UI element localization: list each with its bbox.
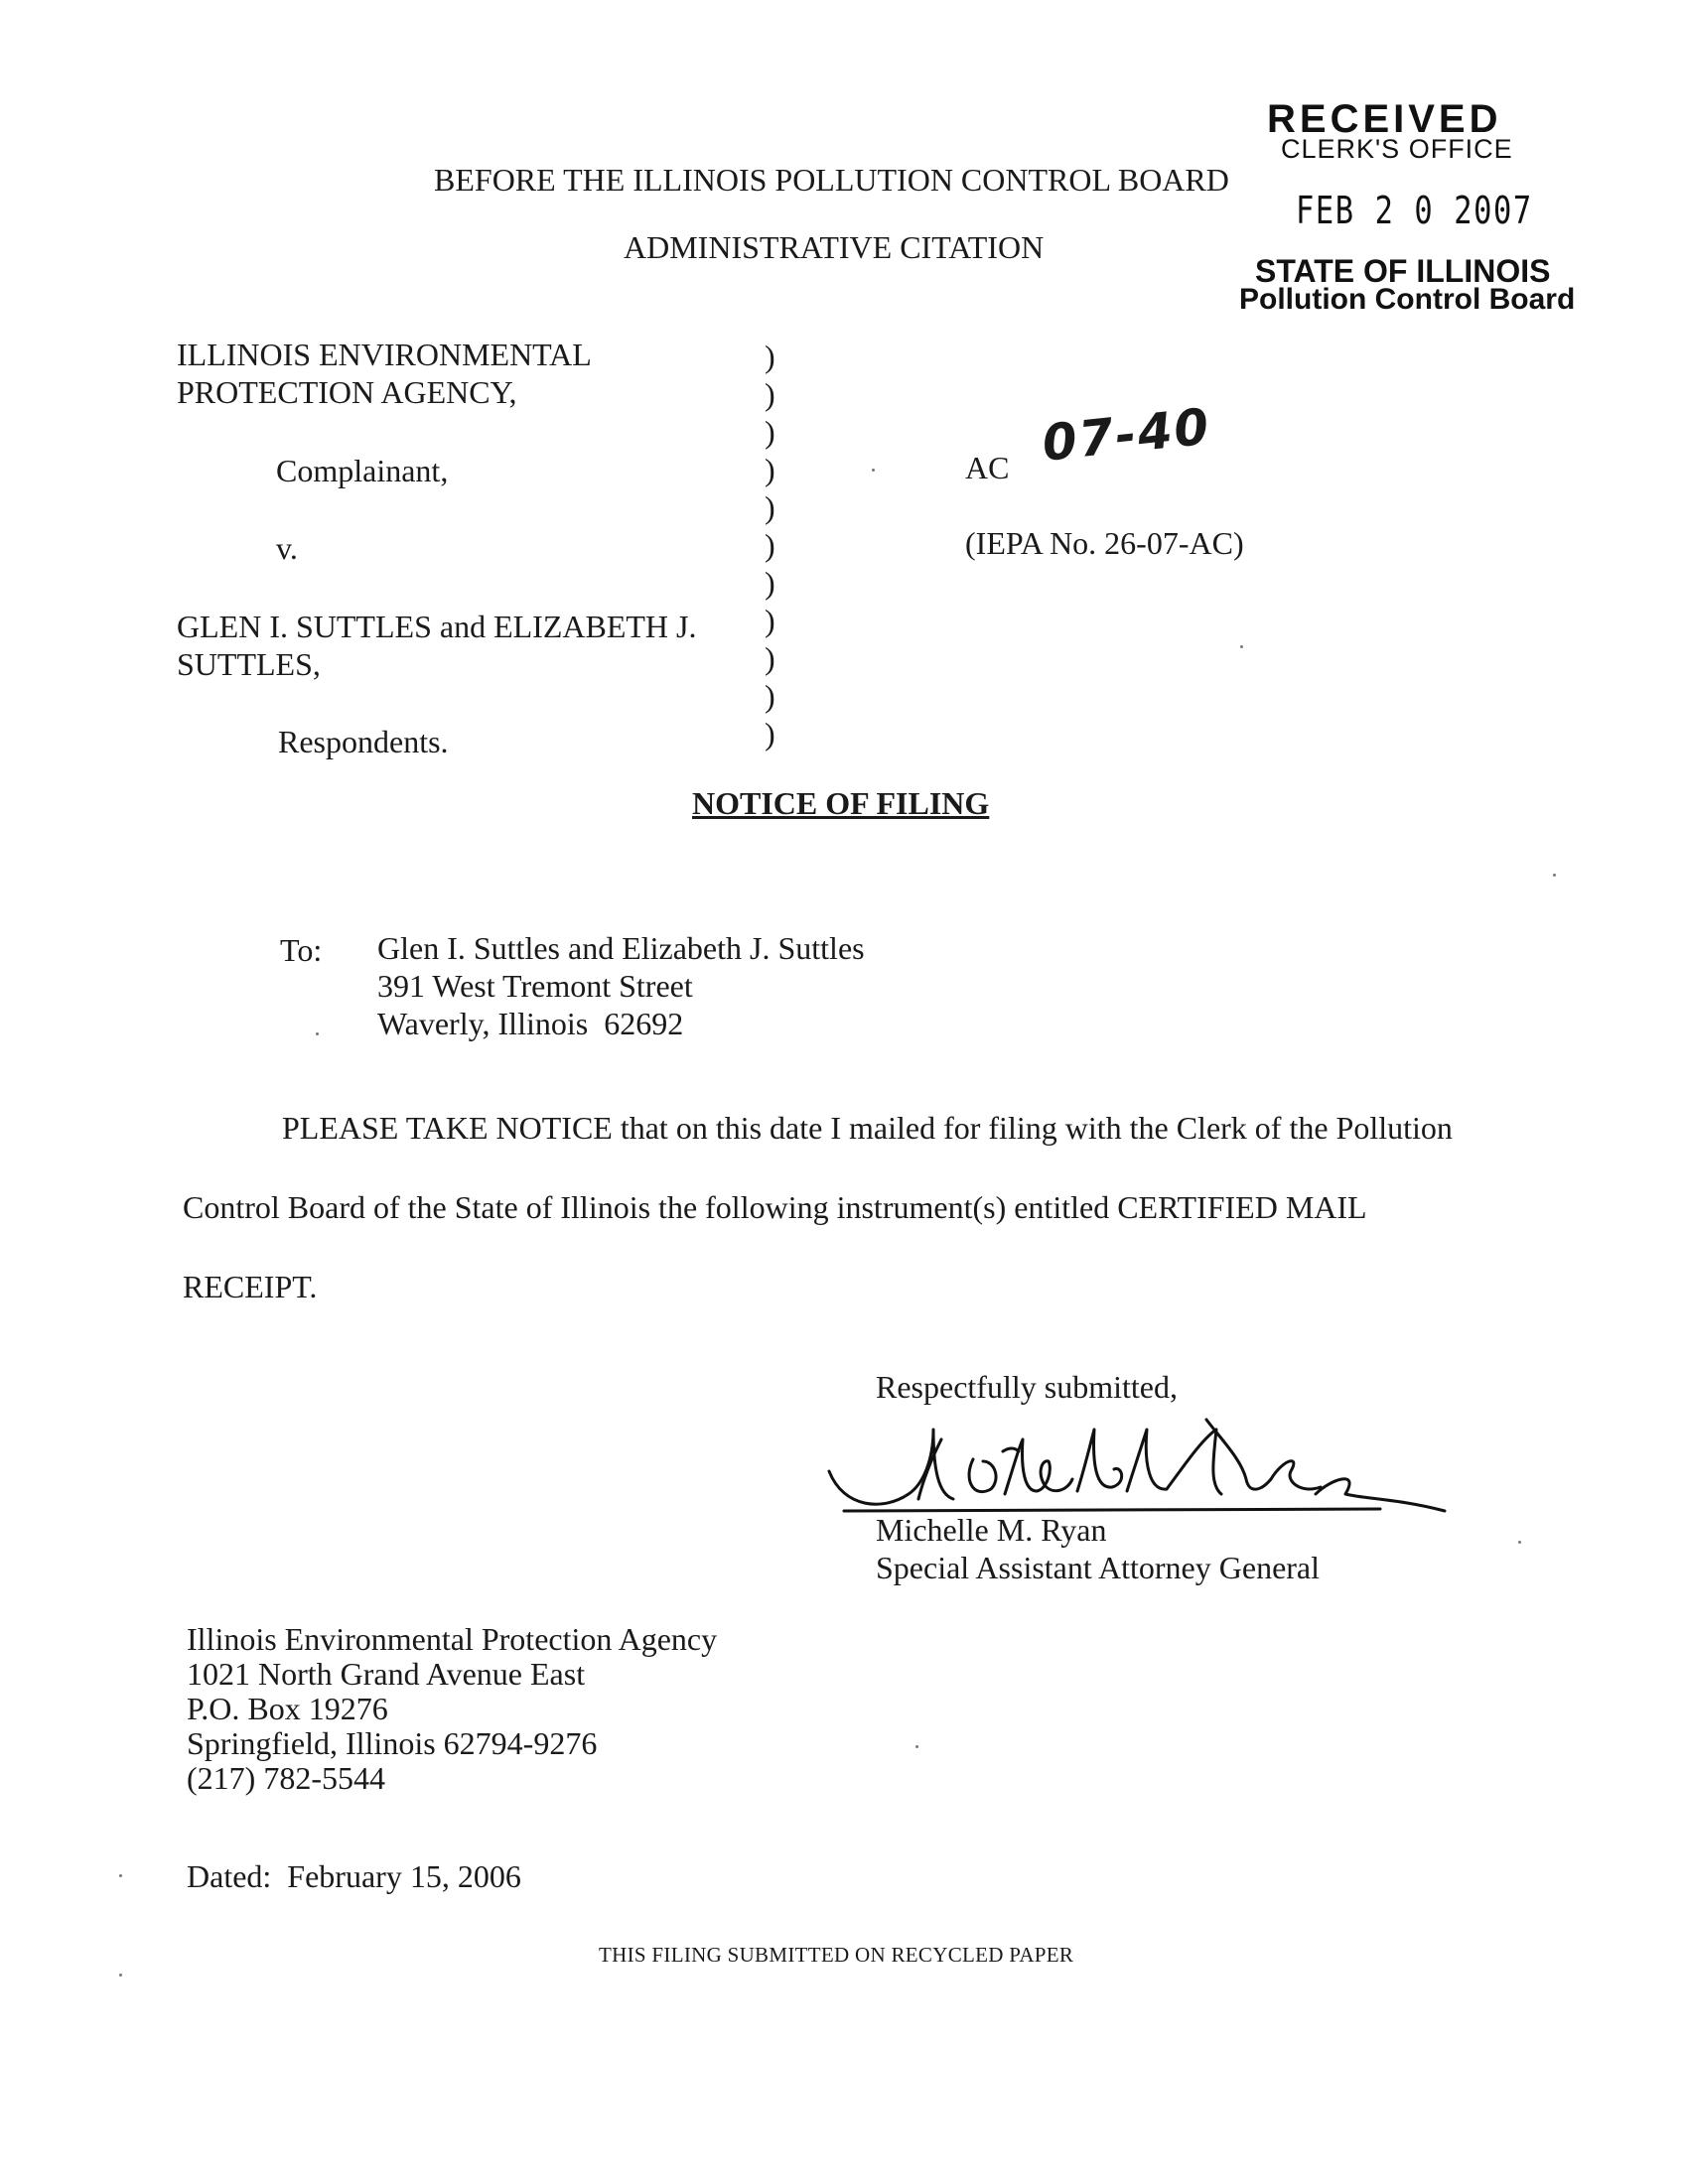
complainant-name-line1: ILLINOIS ENVIRONMENTAL (177, 337, 592, 372)
recycled-paper-footer: THIS FILING SUBMITTED ON RECYCLED PAPER (599, 1943, 1074, 1967)
notice-body-line1: PLEASE TAKE NOTICE that on this date I mailed for filing with the Clerk of the Pollution (282, 1110, 1453, 1146)
scan-speck (872, 469, 875, 472)
complainant-name-line2: PROTECTION AGENCY, (177, 374, 517, 410)
received-stamp-office: CLERK'S OFFICE (1281, 134, 1513, 164)
citation-type-heading: ADMINISTRATIVE CITATION (624, 229, 1045, 265)
iepa-number: (IEPA No. 26-07-AC) (965, 525, 1244, 561)
agency-street: 1021 North Grand Avenue East (187, 1656, 586, 1692)
scan-speck (1240, 645, 1243, 648)
received-stamp-state: STATE OF ILLINOIS (1255, 253, 1551, 289)
notice-body-line3: RECEIPT. (183, 1269, 318, 1304)
dated-line: Dated: February 15, 2006 (187, 1858, 521, 1894)
signer-name: Michelle M. Ryan (876, 1512, 1107, 1548)
recipient-city: Waverly, Illinois 62692 (377, 1006, 684, 1041)
recipient-street: 391 West Tremont Street (377, 968, 693, 1004)
recipient-label: To: (280, 932, 323, 968)
scan-speck (1553, 874, 1556, 877)
complainant-role: Complainant, (276, 453, 449, 488)
case-number-handwritten: 07-40 (1039, 397, 1214, 473)
court-heading: BEFORE THE ILLINOIS POLLUTION CONTROL BOARD (434, 162, 1229, 198)
respondent-name-line2: SUTTLES, (177, 646, 321, 682)
case-number-prefix: AC (965, 450, 1010, 485)
received-stamp-board: Pollution Control Board (1239, 283, 1576, 316)
scan-speck (1518, 1541, 1521, 1544)
agency-city: Springfield, Illinois 62794-9276 (187, 1725, 598, 1761)
scan-speck (915, 1745, 918, 1748)
scan-speck (119, 1974, 122, 1977)
recipient-name: Glen I. Suttles and Elizabeth J. Suttles (377, 930, 865, 966)
caption-parentheses: ) ) ) ) ) ) ) ) ) ) ) (765, 339, 775, 751)
document-title: NOTICE OF FILING (692, 785, 990, 821)
signer-title: Special Assistant Attorney General (876, 1550, 1321, 1585)
agency-po-box: P.O. Box 19276 (187, 1691, 388, 1726)
received-stamp-date: FEB 2 0 2007 (1296, 189, 1533, 232)
received-stamp-title: RECEIVED (1267, 97, 1502, 141)
notice-body-line2: Control Board of the State of Illinois the following instrument(s) entitled CERTIFIED MAIL (183, 1189, 1367, 1225)
signature-closing: Respectfully submitted, (876, 1369, 1178, 1405)
handwritten-signature (824, 1400, 1460, 1529)
agency-phone: (217) 782-5544 (187, 1760, 385, 1796)
respondent-role: Respondents. (278, 724, 449, 759)
versus-label: v. (276, 530, 298, 566)
agency-name: Illinois Environmental Protection Agency (187, 1621, 718, 1657)
respondent-name-line1: GLEN I. SUTTLES and ELIZABETH J. (177, 609, 697, 644)
scan-speck (119, 1874, 122, 1877)
scan-speck (316, 1032, 319, 1035)
